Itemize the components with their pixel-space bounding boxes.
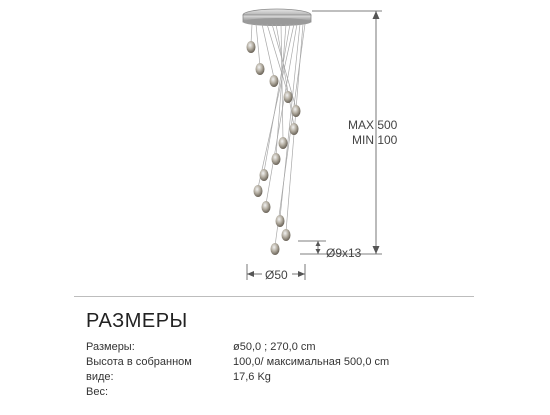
pendant-size-label: Ø9x13 — [326, 246, 362, 260]
spec-value-weight: 17,6 Kg — [233, 371, 271, 383]
crystal-pendant — [260, 169, 269, 181]
crystal-pendant — [270, 75, 279, 87]
diameter-label: Ø50 — [265, 268, 288, 282]
section-divider — [74, 296, 474, 297]
crystal-pendant — [276, 215, 285, 227]
crystal-pendant — [262, 201, 271, 213]
crystal-pendant — [282, 229, 291, 241]
spec-label-height-line1: Высота в собранном — [86, 356, 192, 368]
crystal-pendant — [254, 185, 263, 197]
pendant-dimension-line — [298, 241, 326, 254]
ceiling-canopy — [243, 9, 311, 26]
crystal-pendant — [290, 123, 299, 135]
spec-label-dimensions: Размеры: — [86, 341, 135, 353]
max-height-label: MAX 500 — [348, 118, 398, 132]
section-title: РАЗМЕРЫ — [86, 310, 188, 332]
min-height-label: MIN 100 — [352, 133, 398, 147]
crystal-pendant — [292, 105, 301, 117]
crystal-pendant — [279, 137, 288, 149]
crystal-pendant — [271, 243, 280, 255]
spec-value-dimensions: ø50,0 ; 270,0 cm — [233, 341, 316, 353]
crystal-pendant — [256, 63, 265, 75]
spec-label-height-line2: виде: — [86, 371, 114, 383]
crystal-pendant — [284, 91, 293, 103]
spec-value-height: 100,0/ максимальная 500,0 cm — [233, 356, 390, 368]
crystal-pendant — [272, 153, 281, 165]
suspension-wires — [251, 24, 305, 246]
spec-label-weight: Вес: — [86, 386, 109, 398]
crystal-pendants — [247, 41, 301, 255]
crystal-pendant — [247, 41, 256, 53]
